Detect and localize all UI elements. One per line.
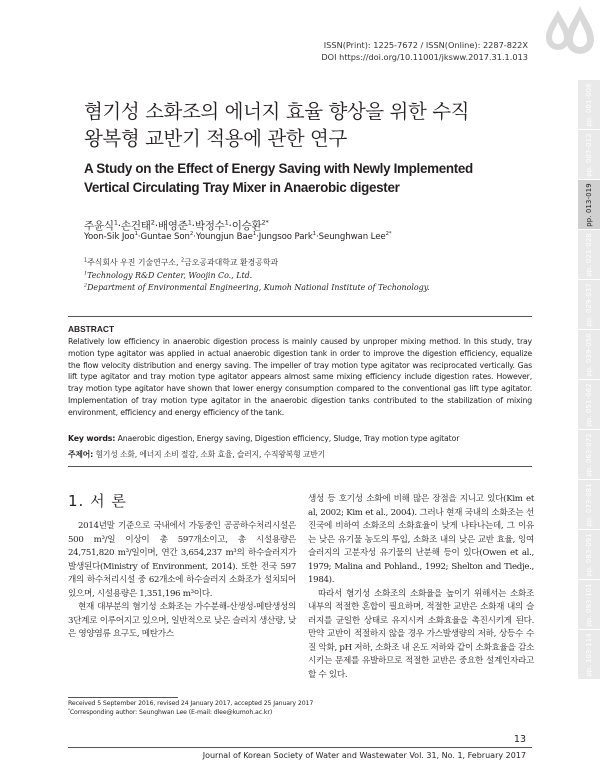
author-separator: · [191, 220, 195, 232]
page-range-tab[interactable] [578, 430, 600, 479]
body-left-paragraph-1: 2014년말 기준으로 국내에서 가동중인 공공하수처리시설은 500 m³/일 이상이 총 597개소이고, 총 시설용량은 24,751,820 m³/일이며, 연간 3,654,237 m³의 하수슬러지가 발생된다(Ministry of Environment, 2014). 또한 전국 597개의 하수처리시설 중 62개소에 하수슬러지 소화조가 설치되어 있으며, 시설용량은 1,351,196 m³이다. [68, 521, 296, 599]
page-range-tab-label: pp. 051-062 [585, 382, 593, 427]
doi-text: DOI https://doi.org/10.11001/jksww.2017.31.1.013 [321, 51, 528, 62]
page-range-tab-label: pp. 039-050 [585, 332, 593, 377]
abstract-heading: ABSTRACT [68, 324, 115, 334]
author-separator: · [228, 220, 232, 232]
keywords-english-value: Anaerobic digestion, Energy saving, Digestion efficiency, Sludge, Tray motion type agitator [117, 434, 460, 443]
page-range-tab-label: pp. 007-012 [585, 132, 593, 177]
page-range-tab[interactable] [578, 130, 600, 179]
affiliation-en-sup-1: 1 [84, 269, 88, 276]
korean-title-line1: 혐기성 소화조의 에너지 효율 향상을 위한 수직 [84, 100, 470, 123]
author-separator: · [117, 220, 121, 232]
page-range-tab-label: pp. 103-114 [585, 632, 593, 677]
corresponding-text: Corresponding author: Seunghwan Lee (E-mail: dlee@kumoh.ac.kr) [69, 708, 273, 716]
author-affiliation-sup: 1 [224, 218, 229, 227]
corresponding-author [68, 706, 313, 718]
page-range-tab[interactable] [578, 80, 600, 129]
english-title [84, 160, 544, 197]
author-affiliation-sup: 1 [113, 218, 118, 227]
author-affiliation-sup: 2 [189, 231, 194, 238]
issn-doi-block [321, 40, 528, 63]
affiliation-english-2 [84, 282, 430, 295]
keywords-english [68, 433, 532, 444]
author-affiliation-sup: 1 [312, 231, 317, 238]
divider-bottom [68, 466, 532, 467]
divider-top [68, 316, 532, 317]
body-right-paragraph-2: 따라서 혐기성 소화조의 소화율을 높이기 위해서는 소화조 내부의 적절한 혼합이 필요하며, 적절한 교반은 소화재 내의 슬러지를 균일한 상태로 유지시켜 소화효율을 촉진시키게 된다. 만약 교반이 적절하지 않을 경우 가스발생량의 저하, 상등수 수질 악화, pH 저하, 소화조 내 온도 저하와 같이 소화효율을 감소시키는 문제를 유발하므로 적절한 교반은 중요한 설계인자라고 할 수 있다. [308, 588, 534, 680]
affiliation-english-1 [84, 270, 430, 283]
section-heading: 1. 서 론 [68, 492, 127, 510]
author-name: Seunghwan Lee [318, 232, 386, 242]
author-name: Guntae Son [140, 232, 190, 242]
korean-title [84, 98, 524, 152]
authors-english [84, 232, 391, 242]
page-number: 13 [513, 734, 526, 745]
page-range-tab[interactable] [578, 630, 600, 679]
abstract-text: Relatively low efficiency in anaerobic digestion process is mainly caused by unproper mixing method. In this study, tray motion type agitator was applied in actual anaerobic digestion tank in order to improve the digestion efficiency, equalize the flow velocity distribution and energy saving. The impeller of tray motion type agitator was reciprocated vertically. Gas lift type agitator and tray motion type agitator appears almost same mixing efficiency include digestion rates. However, tray motion type agitator have shown that lower energy consumption compared to the conventional gas lift type agitator. Implementation of tray motion type agitator in the anaerobic digestion tanks contributed to the stabilization of mixing environment, efficiency and energy efficiency of the tank. [68, 337, 532, 417]
affiliation-ko-2: 금오공과대학교 환경공학과 [184, 258, 279, 267]
authors-korean [84, 218, 269, 233]
author-affiliation-sup: 1 [187, 218, 192, 227]
english-title-line1: A Study on the Effect of Energy Saving with Newly Implemented [84, 161, 473, 176]
footer-rule [68, 747, 532, 748]
page-range-tab[interactable] [578, 180, 600, 229]
journal-citation: Journal of Korean Society of Water and Wastewater Vol. 31, No. 1, February 2017 [202, 751, 526, 760]
page-range-tabs [578, 80, 600, 680]
author-separator: · [316, 232, 319, 242]
page-range-tab[interactable] [578, 380, 600, 429]
page-range-tab-label: pp. 073-081 [585, 482, 593, 527]
keywords-korean-value: 혐기성 소화, 에너지 소비 절감, 소화 효율, 슬러지, 수직왕복형 교반기 [95, 450, 326, 459]
author-name: 배영준 [157, 220, 188, 232]
page-range-tab[interactable] [578, 530, 600, 579]
page-range-tab-label: pp. 001-006 [585, 82, 593, 127]
english-title-line2: Vertical Circulating Tray Mixer in Anaerobic digester [84, 179, 400, 195]
korean-title-line2: 왕복형 교반기 적용에 관한 연구 [84, 127, 347, 150]
author-affiliation-sup: 2 [150, 218, 155, 227]
affiliation-en-sup-2: 2 [84, 282, 88, 289]
author-name: 박정수 [194, 220, 225, 232]
page-range-tab[interactable] [578, 480, 600, 529]
author-name: 손건태 [120, 220, 151, 232]
affiliation-en-2: Department of Environmental Engineering, Kumoh National Institute of Techonology. [87, 283, 430, 293]
body-right-paragraph-1: 생성 등 호기성 소화에 비해 많은 장점을 지니고 있다(Kim et al, 2002; Kim et al., 2004). 그러나 현재 국내의 소화조는 선진국에 비하여 소화조의 소화효율이 낮게 나타나는데, 그 이유는 낮은 유기물 농도의 투입, 소화조 내의 낮은 교반 효율, 잉여슬러지의 고분자성 유기물의 난분해 등이 있다(Owen et al., 1979; Malina and Pohland., 1992; Shelton and Tiedje., 1984). [308, 494, 534, 585]
author-separator: · [193, 232, 196, 242]
keywords-korean [68, 449, 532, 460]
footnotes [68, 700, 313, 717]
author-affiliation-sup: 1 [252, 231, 257, 238]
issn-text: ISSN(Print): 1225-7672 / ISSN(Online): 2287-822X [323, 40, 528, 50]
body-left-paragraph-2: 현재 대부분의 혐기성 소화조는 가수분해-산생성-메탄생성의 3단계로 이루어지고 있으며, 일반적으로 낮은 슬러지 생산량, 낮은 영양염류 요구도, 메탄가스 [68, 602, 296, 639]
page-range-tab-label: pp. 093-101 [585, 582, 593, 627]
author-name: 이승환 [231, 220, 262, 232]
page-range-tab-label: pp. 021-028 [585, 232, 593, 277]
received-dates: Received 5 September 2016, revised 24 January 2017, accepted 25 January 2017 [68, 700, 314, 707]
author-separator: · [256, 232, 259, 242]
page-range-tab-label: pp. 063-072 [585, 432, 593, 477]
keywords-english-label: Key words: [68, 434, 116, 443]
author-name: 주윤식 [84, 220, 114, 232]
affiliation-ko-1: 주식회사 우진 기술연구소, [87, 258, 181, 267]
author-separator: · [137, 232, 141, 242]
body-right-column [308, 493, 534, 682]
affiliation-korean [84, 257, 430, 270]
corresponding-sup: * [68, 706, 70, 712]
affiliation-en-1: Technology R&D Center, Woojin Co., Ltd. [87, 270, 253, 280]
author-affiliation-sup: 2* [261, 218, 269, 227]
affiliation-ko-sup-1: 1 [84, 257, 88, 264]
keywords-korean-label: 주제어: [68, 450, 94, 459]
page-range-tab[interactable] [578, 230, 600, 279]
author-affiliation-sup: 2* [385, 231, 392, 238]
affiliation-ko-sup-2: 2 [181, 257, 185, 264]
author-name: Yoon-Sik Joo [84, 232, 135, 242]
water-drop-logo-icon [542, 4, 596, 64]
page-range-tab-label: pp. 083-091 [585, 532, 593, 577]
body-left-column [68, 520, 296, 642]
page-range-tab-label: pp. 013-019 [585, 182, 593, 227]
author-name: Jungsoo Park [258, 232, 313, 242]
page-range-tab[interactable] [578, 280, 600, 329]
page-range-tab-label: pp. 029-037 [585, 282, 593, 327]
author-name: Youngjun Bae [195, 232, 253, 242]
affiliations [84, 257, 430, 295]
author-separator: · [154, 220, 158, 232]
page-range-tab[interactable] [578, 330, 600, 379]
page-range-tab[interactable] [578, 580, 600, 629]
footnote-rule [68, 697, 178, 698]
author-affiliation-sup: 1 [134, 231, 138, 238]
